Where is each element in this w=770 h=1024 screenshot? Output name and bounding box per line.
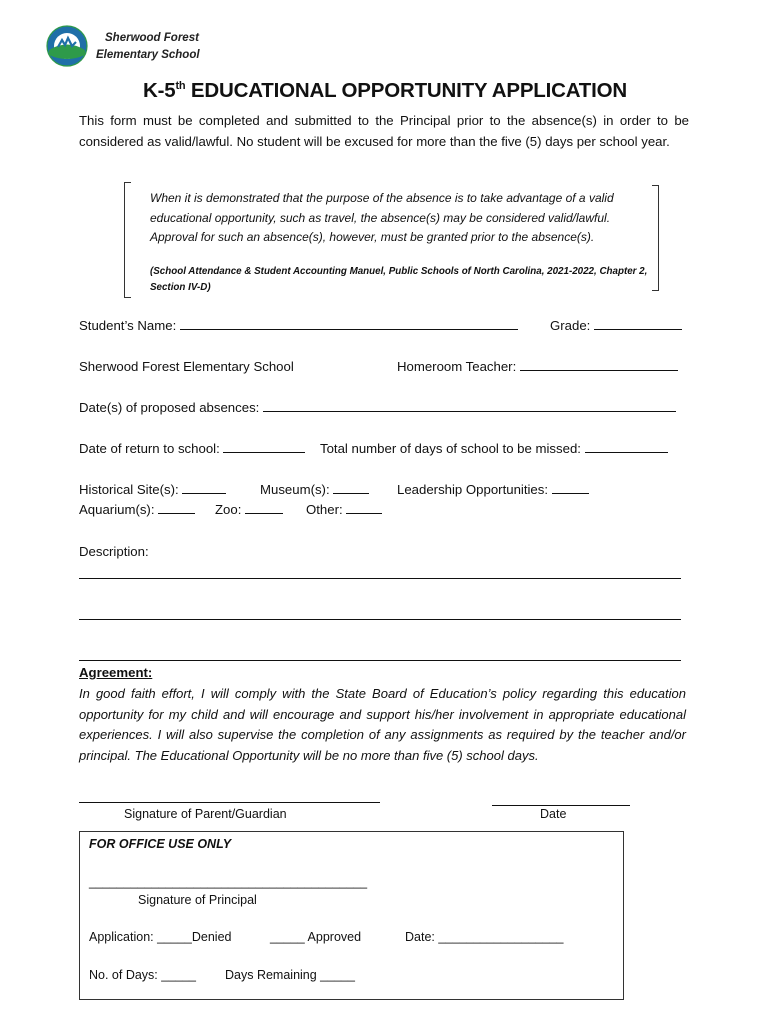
description-line-3[interactable] <box>79 660 681 661</box>
museum-line[interactable] <box>333 481 369 494</box>
homeroom-line[interactable] <box>520 358 678 371</box>
office-heading: FOR OFFICE USE ONLY <box>89 837 232 851</box>
title-prefix: K-5 <box>143 79 176 102</box>
leadership-label: Leadership Opportunities: <box>397 482 549 497</box>
date-signature-label: Date <box>540 807 567 821</box>
homeroom-field[interactable] <box>397 358 678 375</box>
days-missed-label: Total number of days of school to be missed: <box>320 441 581 456</box>
other-label: Other: <box>306 502 343 517</box>
grade-field[interactable] <box>550 317 682 334</box>
title-rest: EDUCATIONAL OPPORTUNITY APPLICATION <box>185 79 627 102</box>
days-missed-line[interactable] <box>585 440 668 453</box>
agreement-heading: Agreement: <box>79 665 153 680</box>
number-of-days[interactable]: No. of Days: _____ <box>89 968 197 982</box>
school-logo-icon <box>46 25 88 67</box>
other-line[interactable] <box>346 501 382 514</box>
return-date-field[interactable] <box>79 440 305 457</box>
zoo-field[interactable] <box>215 501 283 518</box>
zoo-label: Zoo: <box>215 502 242 517</box>
office-date[interactable]: Date: __________________ <box>405 930 564 944</box>
parent-signature-label: Signature of Parent/Guardian <box>124 807 287 821</box>
parent-signature-line[interactable] <box>79 802 380 803</box>
application-approved[interactable]: _____ Approved <box>270 930 362 944</box>
principal-signature-label: Signature of Principal <box>138 893 257 907</box>
grade-line[interactable] <box>594 317 682 330</box>
historical-field[interactable] <box>79 481 226 498</box>
quote-bracket-right <box>652 185 659 291</box>
aquarium-field[interactable] <box>79 501 195 518</box>
date-signature-line[interactable] <box>492 805 630 806</box>
historical-line[interactable] <box>182 481 226 494</box>
dates-line[interactable] <box>263 399 676 412</box>
other-field[interactable] <box>306 501 382 518</box>
description-label: Description: <box>79 544 149 559</box>
grade-label: Grade: <box>550 318 591 333</box>
school-name-line1: Sherwood Forest <box>105 32 199 44</box>
return-date-label: Date of return to school: <box>79 441 220 456</box>
museum-field[interactable] <box>260 481 369 498</box>
aquarium-label: Aquarium(s): <box>79 502 155 517</box>
aquarium-line[interactable] <box>158 501 195 514</box>
return-date-line[interactable] <box>223 440 305 453</box>
page-title <box>0 79 770 103</box>
dates-field[interactable] <box>79 399 676 416</box>
museum-label: Museum(s): <box>260 482 330 497</box>
agreement-text: In good faith effort, I will comply with the State Board of Education’s policy regarding this education opportunity for my child and will encourage and support his/her involvement in appropriate educational experiences. I will also supervise the completion of any assignments as required by the teacher and/or principal. The Educational Opportunity will be no more than five (5) school days. <box>79 686 686 763</box>
intro-paragraph: This form must be completed and submitted to the Principal prior to the absence(s) in order to be considered as valid/lawful. No student will be excused for more than the five (5) days per school year. <box>79 113 689 149</box>
school-name <box>96 30 200 64</box>
leadership-field[interactable] <box>397 481 589 498</box>
description-line-1[interactable] <box>79 578 681 579</box>
school-text: Sherwood Forest Elementary School <box>79 359 294 374</box>
student-name-label: Student’s Name: <box>79 318 177 333</box>
title-superscript: th <box>175 80 186 93</box>
zoo-line[interactable] <box>245 501 283 514</box>
application-denied[interactable]: Application: _____Denied <box>89 930 232 944</box>
historical-label: Historical Site(s): <box>79 482 179 497</box>
description-line-2[interactable] <box>79 619 681 620</box>
homeroom-label: Homeroom Teacher: <box>397 359 517 374</box>
policy-citation: (School Attendance & Student Accounting Manuel, Public Schools of North Carolina, 2021-2022, Chapter 2, Section IV-D) <box>150 266 648 293</box>
school-name-line2: Elementary School <box>96 49 200 61</box>
student-name-field[interactable] <box>79 317 518 334</box>
quote-bracket-left <box>124 182 131 298</box>
dates-label: Date(s) of proposed absences: <box>79 400 260 415</box>
leadership-line[interactable] <box>552 481 589 494</box>
days-remaining[interactable]: Days Remaining _____ <box>225 968 355 982</box>
policy-quote: When it is demonstrated that the purpose of the absence is to take advantage of a valid educational opportunity, such as travel, the absence(s) may be considered valid/lawful. Approval for such an absence(s), however, must be granted prior to the absence(s). <box>150 191 614 244</box>
student-name-line[interactable] <box>180 317 518 330</box>
principal-signature-line[interactable]: ________________________________________ <box>89 875 368 889</box>
days-missed-field[interactable] <box>320 440 668 457</box>
